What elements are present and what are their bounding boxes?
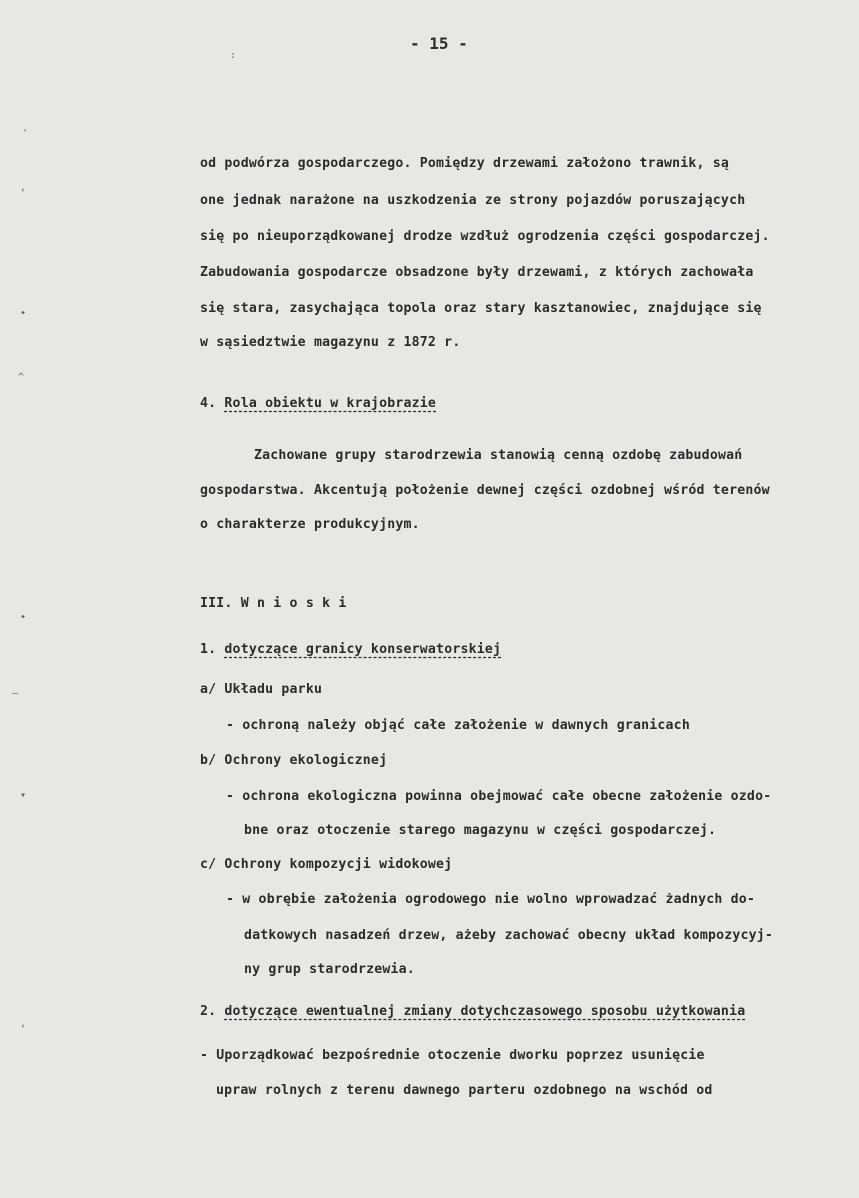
subsection-title: dotyczące granicy konserwatorskiej — [224, 642, 502, 657]
text-line: się stara, zasychająca topola oraz stary kasztanowiec, znajdujące się — [200, 301, 762, 316]
text-line: gospodarstwa. Akcentują położenie dewnej części ozdobnej wśród terenów — [200, 483, 770, 498]
subsection-number: 1. — [200, 642, 217, 657]
subsection-heading — [200, 642, 501, 657]
margin-mark: , — [20, 182, 27, 193]
chapter-title: W n i o s k i — [240, 596, 347, 611]
text-line: one jednak narażone na uszkodzenia ze strony pojazdów poruszających — [200, 193, 746, 208]
list-label: c/ Ochrony kompozycji widokowej — [200, 857, 453, 872]
text-line: Zachowane grupy starodrzewia stanowią cenną ozdobę zabudowań — [254, 448, 743, 463]
list-item: - w obrębie założenia ogrodowego nie wolno wprowadzać żadnych do- — [226, 892, 756, 907]
margin-mark: ▾ — [20, 790, 27, 801]
margin-mark: • — [20, 308, 27, 319]
list-item: datkowych nasadzeń drzew, ażeby zachować obecny układ kompozycyj- — [244, 928, 774, 943]
list-label: b/ Ochrony ekologicznej — [200, 753, 388, 768]
section-title: Rola obiektu w krajobrazie — [224, 396, 437, 411]
list-item: bne oraz otoczenie starego magazynu w części gospodarczej. — [244, 823, 717, 838]
subsection-number: 2. — [200, 1004, 217, 1019]
section-number: 4. — [200, 396, 217, 411]
text-line: się po nieuporządkowanej drodze wzdłuż ogrodzenia części gospodarczej. — [200, 229, 770, 244]
margin-mark: — — [12, 688, 19, 699]
margin-mark: ^ — [18, 372, 25, 383]
text-line: o charakterze produkcyjnym. — [200, 517, 420, 532]
text-line: od podwórza gospodarczego. Pomiędzy drzewami założono trawnik, są — [200, 156, 730, 171]
margin-mark: ' — [22, 128, 29, 139]
page-number: - 15 - — [410, 34, 468, 53]
list-item: ny grup starodrzewia. — [244, 962, 415, 977]
text-line: Zabudowania gospodarcze obsadzone były drzewami, z których zachowała — [200, 265, 754, 280]
margin-mark: • — [20, 612, 27, 623]
chapter-number: III. — [200, 596, 233, 611]
list-item: - ochrona ekologiczna powinna obejmować całe obecne założenie ozdo- — [226, 789, 772, 804]
list-item: - Uporządkować bezpośrednie otoczenie dworku poprzez usunięcie — [200, 1048, 705, 1063]
margin-mark: , — [20, 1018, 27, 1029]
subsection-heading — [200, 1004, 745, 1019]
text-line: w sąsiedztwie magazynu z 1872 r. — [200, 335, 461, 350]
list-label: a/ Układu parku — [200, 682, 323, 697]
subsection-title: dotyczące ewentualnej zmiany dotychczasowego sposobu użytkowania — [224, 1004, 746, 1019]
section-heading — [200, 396, 436, 411]
margin-mark: : — [230, 50, 237, 61]
list-item: - ochroną należy objąć całe założenie w dawnych granicach — [226, 718, 690, 733]
list-item: upraw rolnych z terenu dawnego parteru ozdobnego na wschód od — [216, 1083, 713, 1098]
chapter-heading — [200, 596, 347, 611]
